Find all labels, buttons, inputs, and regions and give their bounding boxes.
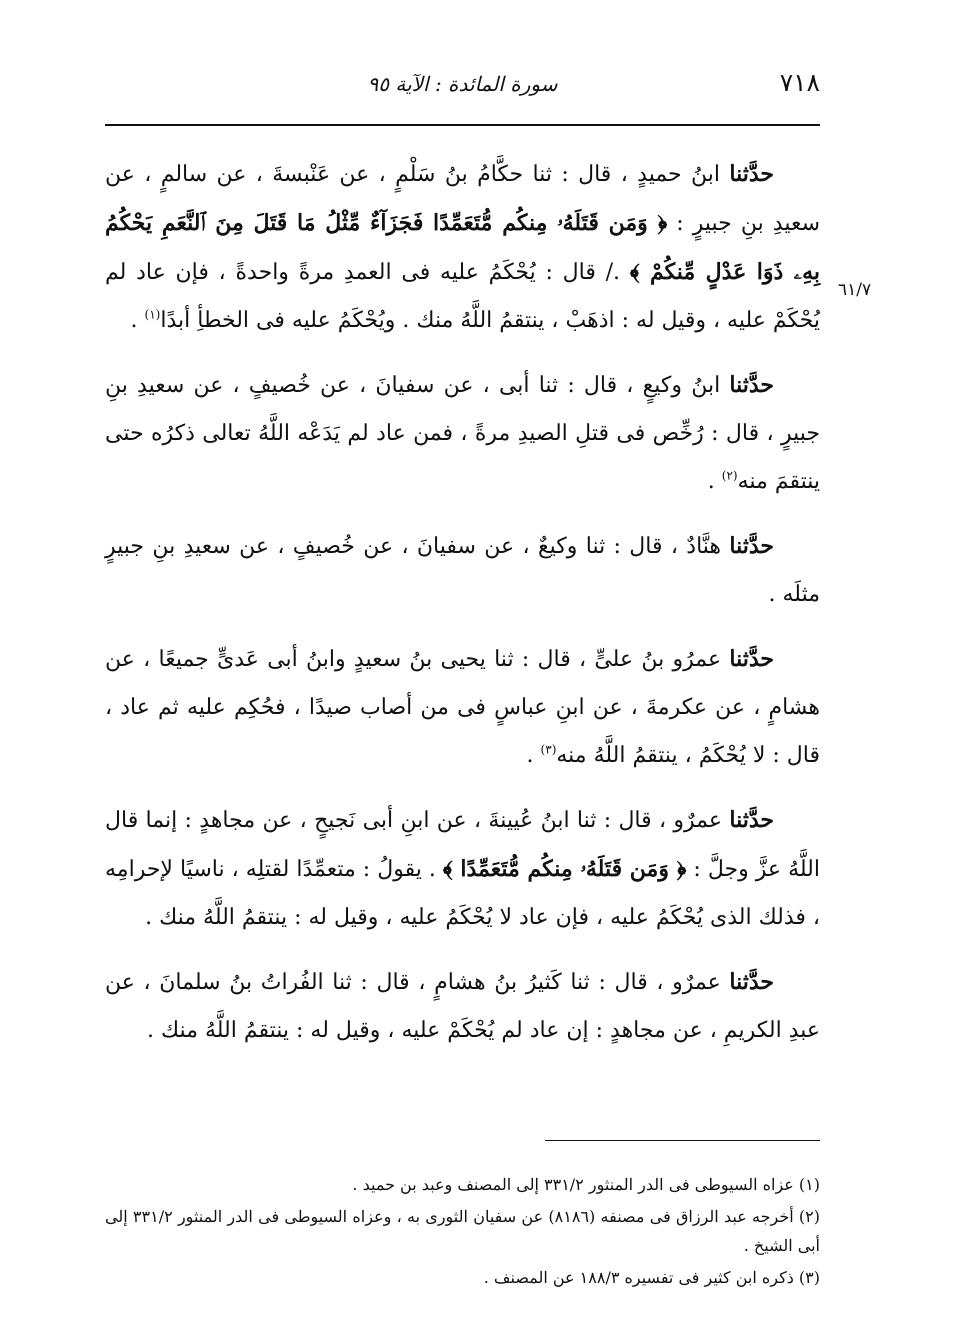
footnotes: [105, 1170, 820, 1295]
page-header: [105, 68, 820, 108]
narration-text: . يقولُ : متعمِّدًا لقتلِه ، ناسيًا لإحرامِه ، فذلك الذى يُحْكَمُ عليه ، فإن عاد لا يُحْكَمُ عليه ، وقيل له : ينتقمُ اللَّهُ منك .: [105, 857, 820, 930]
footnote-reference: (١): [144, 307, 161, 322]
narration-paragraph-5: [105, 796, 820, 942]
narration-end: .: [526, 743, 541, 768]
quran-verse: ﴿ وَمَن قَتَلَهُۥ مِنكُم مُّتَعَمِّدًا فَجَزَآءٌ مِّثْلُ مَا قَتَلَ مِنَ ٱلنَّعَمِ يَحْكُمُ بِهِۦ ذَوَا عَدْلٍ مِّنكُمْ ﴾: [105, 210, 820, 285]
footnote-reference: (٣): [540, 742, 557, 757]
narration-text: ./ قال : يُحْكَمُ عليه فى العمدِ مرةً واحدةً ، فإن عاد لم يُحْكَمْ عليه ، وقيل له : اذهَبْ ، ينتقمُ اللَّهُ منك . ويُحْكَمُ عليه فى الخطأِ أبدًا: [105, 260, 820, 333]
footnote-2: (٢) أخرجه عبد الرزاق فى مصنفه (٨١٨٦) عن سفيان الثورى به ، وعزاه السيوطى فى الدر المنثور ٣٣١/٢ إلى أبى الشيخ .: [105, 1207, 821, 1255]
narration-paragraph-4: [105, 635, 820, 780]
header-rule: [105, 124, 820, 126]
footnote-rule: [545, 1140, 820, 1141]
quran-verse: ﴿ وَمَن قَتَلَهُۥ مِنكُم مُّتَعَمِّدًا ﴾: [442, 856, 687, 882]
narration-end: .: [707, 469, 722, 494]
running-title: سورة المائدة : الآية ٩٥: [367, 72, 558, 96]
narration-paragraph-6: [105, 958, 820, 1055]
margin-volume-page-note: ٦١/٧: [838, 280, 872, 300]
narration-opening: حدَّثنا: [729, 646, 774, 672]
narration-end: .: [130, 308, 145, 333]
footnote-3: (٣) ذكره ابن كثير فى تفسيره ١٨٨/٣ عن المصنف .: [483, 1268, 820, 1287]
narration-opening: حدَّثنا: [729, 161, 774, 187]
narration-text: عمرُو بنُ علىٍّ ، قال : ثنا يحيى بنُ سعيدٍ وابنُ أبى عَدىٍّ جميعًا ، عن هشامٍ ، عن عكرمةَ ، عن ابنِ عباسٍ فى من أصاب صيدًا ، فحُكِم عليه ثم عاد ، قال : لا يُحْكَمُ ، ينتقمُ اللَّهُ منه: [105, 647, 820, 768]
narration-text: عمرٌو ، قال : ثنا كَثيرُ بنُ هشامٍ ، قال : ثنا الفُراتُ بنُ سلمانَ ، عن عبدِ الكريمِ ، عن مجاهدٍ : إن عاد لم يُحْكَمْ عليه ، وقيل له : ينتقمُ اللَّهُ منك .: [105, 970, 820, 1043]
main-text: [105, 150, 820, 1071]
narration-text: ابنُ وكيعٍ ، قال : ثنا أبى ، عن سفيانَ ، عن خُصيفٍ ، عن سعيدِ بنِ جبيرٍ ، قال : رُخِّص فى قتلِ الصيدِ مرةً ، فمن عاد لم يَدَعْه اللَّهُ تعالى ذكرُه حتى ينتقمَ منه: [105, 373, 820, 494]
footnote-1: (١) عزاه السيوطى فى الدر المنثور ٣٣١/٢ إلى المصنف وعبد بن حميد .: [352, 1175, 820, 1194]
narration-text: ابنُ حميدٍ ، قال : ثنا حكَّامُ بنُ سَلْمٍ ، عن عَنْبسةَ ، عن سالمٍ ، عن سعيدِ بنِ جبيرٍ :: [105, 162, 821, 236]
narration-opening: حدَّثنا: [729, 372, 774, 398]
narration-text: هنَّادٌ ، قال : ثنا وكيعٌ ، عن سفيانَ ، عن خُصيفٍ ، عن سعيدِ بنِ جبيرٍ مثلَه .: [105, 534, 820, 607]
narration-opening: حدَّثنا: [729, 969, 774, 995]
narration-paragraph-3: [105, 522, 820, 619]
narration-text: عمرٌو ، قال : ثنا ابنُ عُيينةَ ، عن ابنِ أبى نَجيحٍ ، عن مجاهدٍ : إنما قال اللَّهُ عزَّ وجلَّ :: [105, 808, 820, 882]
narration-opening: حدَّثنا: [729, 807, 774, 833]
narration-paragraph-1: [105, 150, 820, 345]
page-number: ٧١٨: [779, 68, 820, 97]
narration-opening: حدَّثنا: [729, 533, 774, 559]
footnote-reference: (٢): [721, 468, 738, 483]
narration-paragraph-2: [105, 361, 820, 506]
